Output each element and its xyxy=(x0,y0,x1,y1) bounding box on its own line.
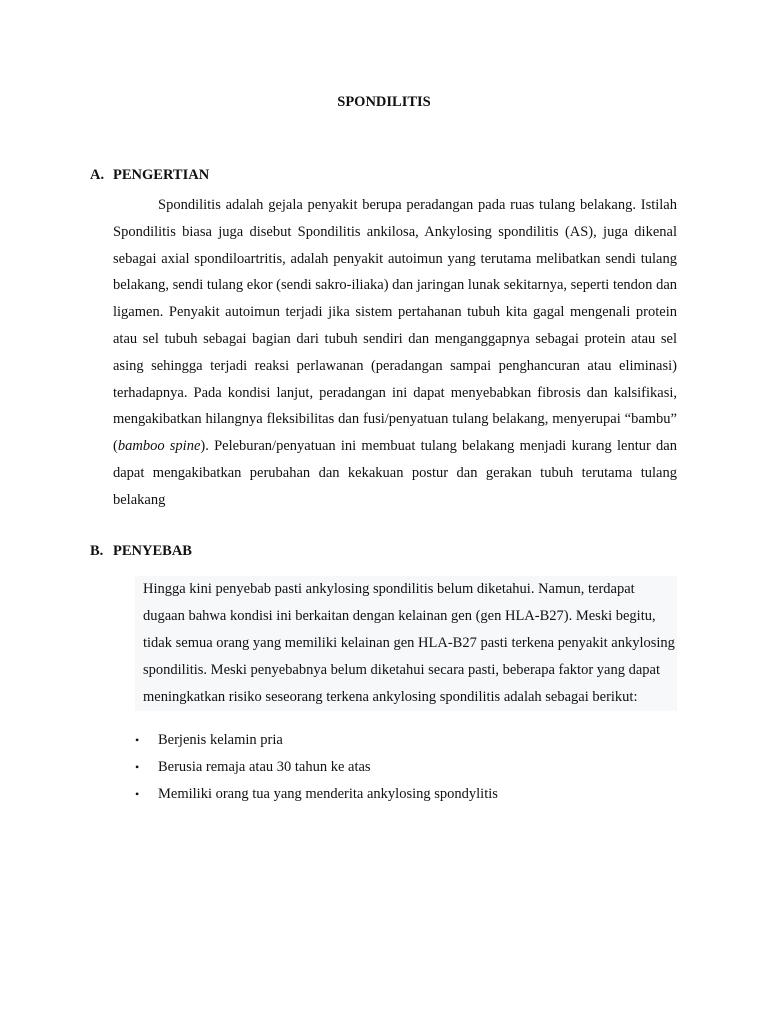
pengertian-paragraph xyxy=(113,192,677,514)
list-item-text: Memiliki orang tua yang menderita ankylosing spondylitis xyxy=(158,786,498,802)
list-item-text: Berjenis kelamin pria xyxy=(158,732,283,748)
list-item-text: Berusia remaja atau 30 tahun ke atas xyxy=(158,759,371,775)
list-item xyxy=(135,728,498,755)
list-item xyxy=(135,755,498,782)
list-item xyxy=(135,782,498,809)
section-number: B. xyxy=(90,543,104,559)
section-number: A. xyxy=(90,167,105,183)
bullet-icon: • xyxy=(135,787,140,801)
bullet-icon: • xyxy=(135,760,140,774)
section-heading-penyebab xyxy=(90,543,192,560)
risk-factor-list xyxy=(135,728,498,809)
section-heading-text: PENYEBAB xyxy=(113,543,192,559)
paragraph-text-continued: ). Peleburan/penyatuan ini membuat tulang belakang menjadi kurang lentur dan dapat mengakibatkan perubahan dan kekakuan postur dan gerakan tubuh terutama tulang belakang xyxy=(113,438,677,508)
section-heading-text: PENGERTIAN xyxy=(113,167,210,183)
paragraph-italic-term: bamboo spine xyxy=(117,438,201,455)
section-heading-pengertian xyxy=(90,167,209,184)
penyebab-paragraph: Hingga kini penyebab pasti ankylosing spondilitis belum diketahui. Namun, terdapat dugaan bahwa kondisi ini berkaitan dengan kelainan gen (gen HLA-B27). Meski begitu, tidak semua orang yang memiliki kelainan gen HLA-B27 pasti terkena penyakit ankylosing spondilitis. Meski penyebabnya belum diketahui secara pasti, beberapa faktor yang dapat meningkatkan risiko seseorang terkena ankylosing spondilitis adalah sebagai berikut: xyxy=(135,576,677,711)
document-title: SPONDILITIS xyxy=(337,94,431,110)
bullet-icon: • xyxy=(135,733,140,747)
paragraph-text: Spondilitis adalah gejala penyakit berupa peradangan pada ruas tulang belakang. Istilah Spondilitis biasa juga disebut Spondilitis ankilosa, Ankylosing spondilitis (AS), juga dikenal sebagai axial spondiloartritis, adalah penyakit autoimun yang terutama melibatkan sendi tulang belakang, sendi tulang ekor (sendi sakro-iliaka) dan jaringan lunak sekitarnya, seperti tendon dan ligamen. Penyakit autoimun terjadi jika sistem pertahanan tubuh kita gagal mengenali protein atau sel tubuh sebagai bagian dari tubuh sendiri dan menganggapnya sebagai protein atau sel asing sehingga terjadi reaksi perlawanan (peradangan sampai penghancuran atau eliminasi) terhadapnya. Pada kondisi lanjut, peradangan ini dapat menyebabkan fibrosis dan kalsifikasi, mengakibatkan hilangnya fleksibilitas dan fusi/penyatuan tulang belakang, menyerupai “bambu” ( xyxy=(113,197,677,455)
